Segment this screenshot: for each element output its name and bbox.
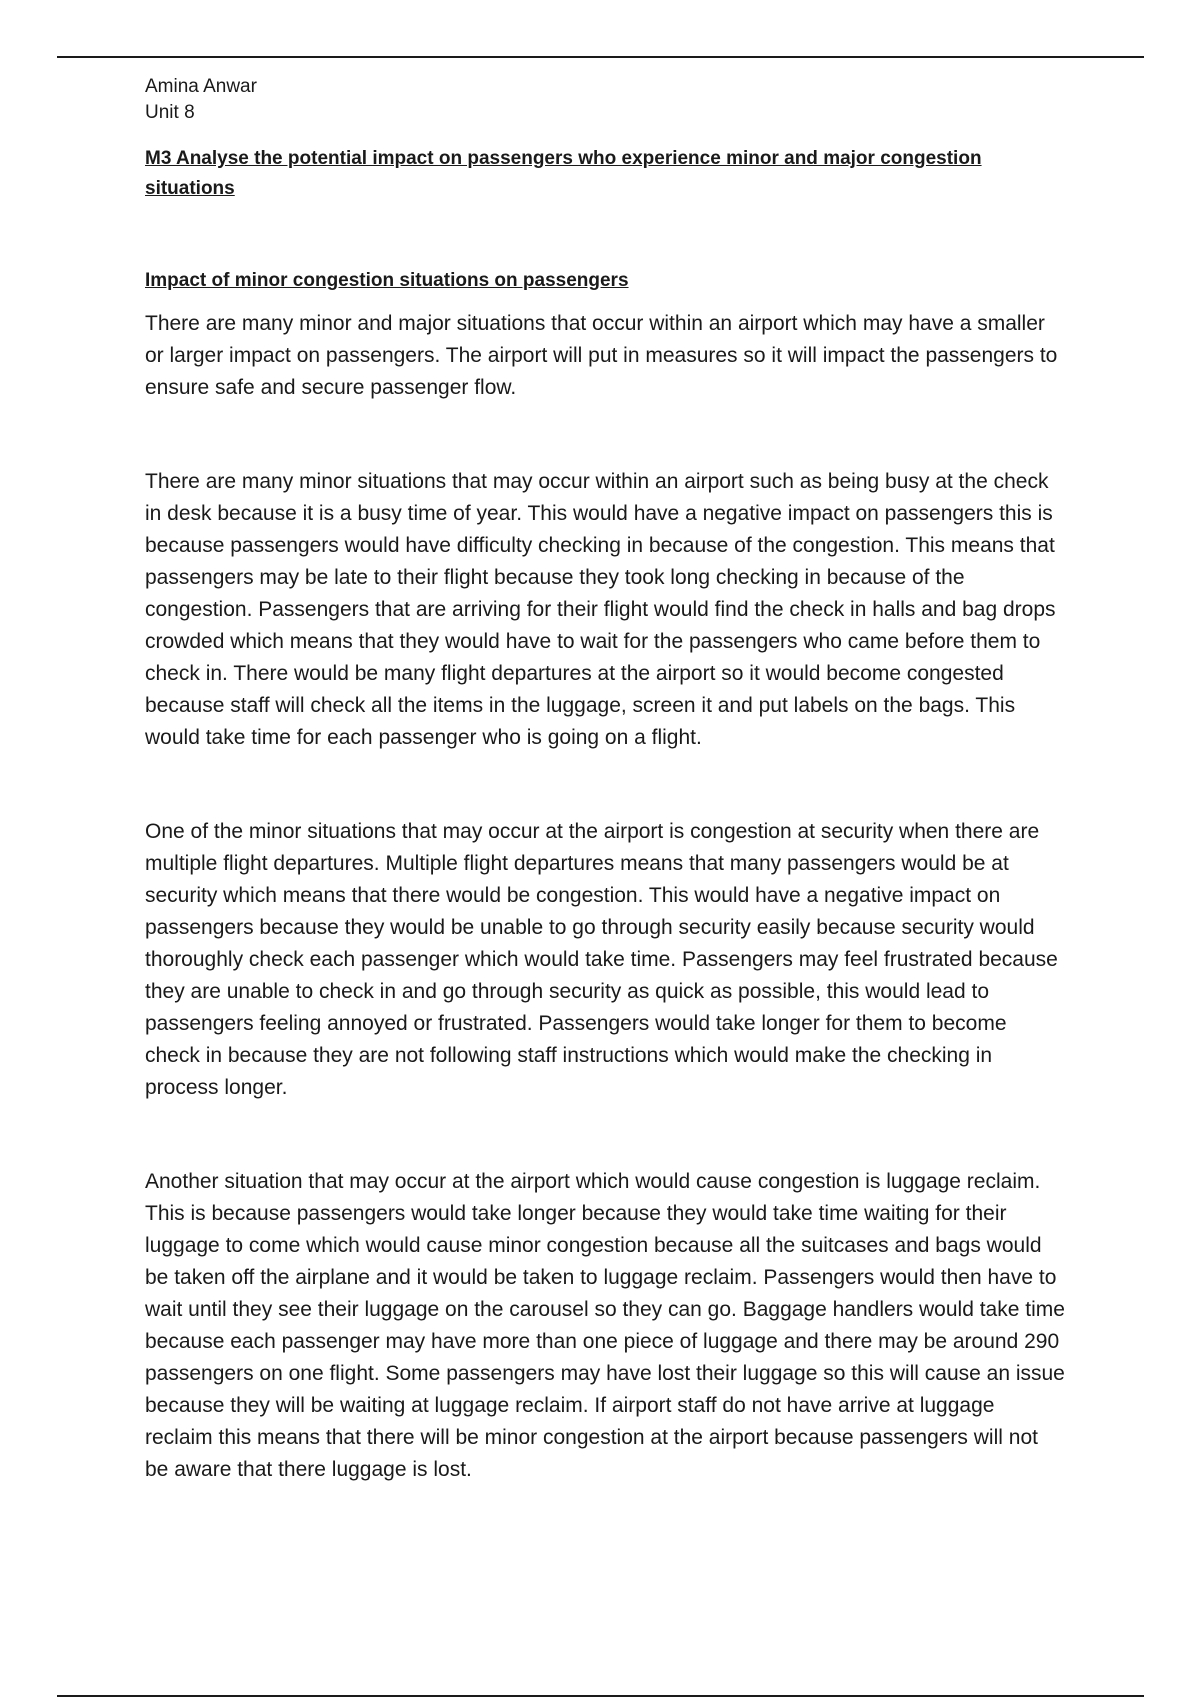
paragraph-1: There are many minor and major situations that occur within an airport which may have a smaller or larger impact on passengers. The airport will put in measures so it will impact the passengers to ensure safe and secure passenger flow.: [145, 312, 1058, 399]
document-page: [145, 74, 1065, 1486]
unit-label: Unit 8: [145, 102, 195, 123]
paragraph-4: Another situation that may occur at the airport which would cause congestion is luggage reclaim. This is because passengers would take longer because they would take time waiting for their luggage to come which would cause minor congestion because all the suitcases and bags would be taken off the airplane and it would be taken to luggage reclaim. Passengers would then have to wait until they see their luggage on the carousel so they can go. Baggage handlers would take time because each passenger may have more than one piece of luggage and there may be around 290 passengers on one flight. Some passengers may have lost their luggage so this will cause an issue because they will be waiting at luggage reclaim. If airport staff do not have arrive at luggage reclaim this means that there will be minor congestion at the airport because passengers will not be aware that there luggage is lost.: [145, 1170, 1065, 1481]
paragraph-3: One of the minor situations that may occur at the airport is congestion at security when there are multiple flight departures. Multiple flight departures means that many passengers would be at security which means that there would be congestion. This would have a negative impact on passengers because they would be unable to go through security easily because security would thoroughly check each passenger which would take time. Passengers may feel frustrated because they are unable to check in and go through security as quick as possible, this would lead to passengers feeling annoyed or frustrated. Passengers would take longer for them to become check in because they are not following staff instructions which would make the checking in process longer.: [145, 820, 1058, 1099]
paragraph-2: There are many minor situations that may occur within an airport such as being busy at the check in desk because it is a busy time of year. This would have a negative impact on passengers this is because passengers would have difficulty checking in because of the congestion. This means that passengers may be late to their flight because they took long checking in because of the congestion. Passengers that are arriving for their flight would find the check in halls and bag drops crowded which means that they would have to wait for the passengers who came before them to check in. There would be many flight departures at the airport so it would become congested because staff will check all the items in the luggage, screen it and put labels on the bags. This would take time for each passenger who is going on a flight.: [145, 470, 1056, 749]
section-heading: Impact of minor congestion situations on passengers: [145, 270, 629, 291]
footer-rule: [57, 1695, 1144, 1697]
header-rule: [57, 56, 1144, 58]
author-name: Amina Anwar: [145, 76, 257, 97]
document-title: M3 Analyse the potential impact on passengers who experience minor and major congestion situations: [145, 148, 982, 199]
